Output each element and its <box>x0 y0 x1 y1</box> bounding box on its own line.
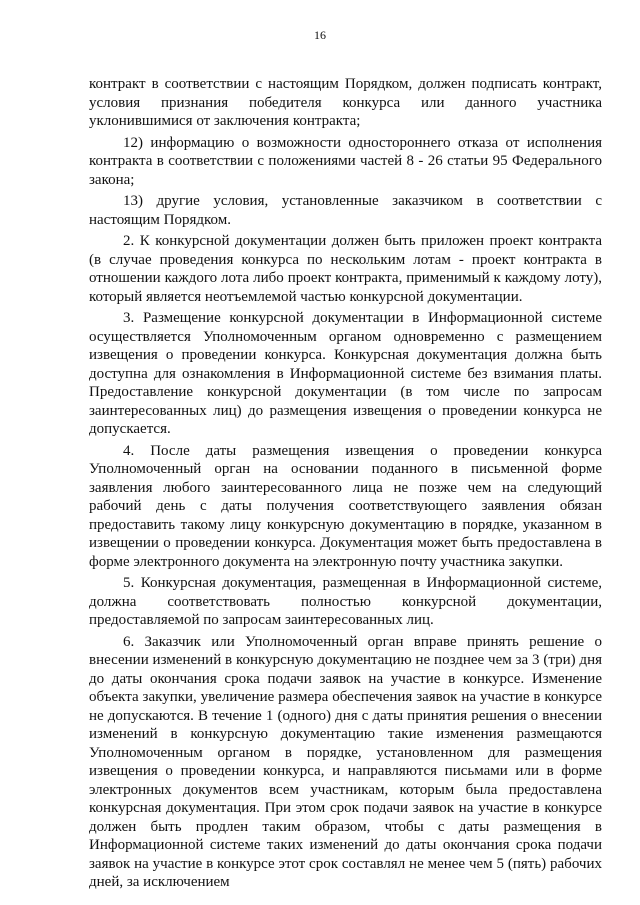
paragraph-item-12: 12) информацию о возможности одностороннего отказа от исполнения контракта в соответствии с положениями частей 8 - 26 статьи 95 Федерального закона; <box>89 134 602 188</box>
page-number: 16 <box>314 28 326 42</box>
paragraph-item-13: 13) другие условия, установленные заказчиком в соответствии с настоящим Порядком. <box>89 193 602 228</box>
paragraph-clause-3: 3. Размещение конкурсной документации в Информационной системе осуществляется Уполномоченным органом одновременно с размещением извещения о проведении конкурса. Конкурсная документация должна быть доступна для ознакомления в Информационной системе без взимания платы. Предоставление конкурсной документации (в том числе по запросам заинтересованных лиц) до размещения извещения о проведении конкурса не допускается. <box>89 310 602 437</box>
paragraph-clause-6: 6. Заказчик или Уполномоченный орган вправе принять решение о внесении изменений в конкурсную документацию не позднее чем за 3 (три) дня до даты окончания срока подачи заявок на участие в конкурсе. Изменение объекта закупки, увеличение размера обеспечения заявок на участие в конкурсе не допускаются. В течение 1 (одного) дня с даты принятия решения о внесении изменений в конкурсную документацию такие изменения размещаются Уполномоченным органом в порядке, установленном для размещения извещения о проведении конкурса, и направляются письмами или в форме электронных документов всем участникам, которым была предоставлена конкурсная документация. При этом срок подачи заявок на участие в конкурсе должен быть продлен таким образом, чтобы с даты размещения в Информационной системе таких изменений до даты окончания срока подачи заявок на участие в конкурсе этот срок составлял не менее чем 5 (пять) рабочих дней, за исключением <box>89 633 602 890</box>
paragraph-clause-5: 5. Конкурсная документация, размещенная в Информационной системе, должна соответствовать полностью конкурсной документации, предоставляемой по запросам заинтересованных лиц. <box>89 575 602 628</box>
paragraph-clause-2: 2. К конкурсной документации должен быть приложен проект контракта (в случае проведения конкурса по нескольким лотам - проект контракта в отношении каждого лота либо проект контракта, применимый к каждому лоту), который является неотъемлемой частью конкурсной документации. <box>89 233 602 305</box>
paragraph-continuation: контракт в соответствии с настоящим Порядком, должен подписать контракт, условия признания победителя конкурса или данного участника уклонившимися от заключения контракта; <box>89 76 602 129</box>
document-body <box>89 75 602 895</box>
paragraph-clause-4: 4. После даты размещения извещения о проведении конкурса Уполномоченный орган на основании поданного в письменной форме заявления любого заинтересованного лица не позже чем на следующий рабочий день с даты получения соответствующего заявления обязан предоставить такому лицу конкурсную документацию в порядке, указанном в извещении о проведении конкурса. Документация может быть предоставлена в форме электронного документа на электронную почту участника закупки. <box>89 442 602 570</box>
